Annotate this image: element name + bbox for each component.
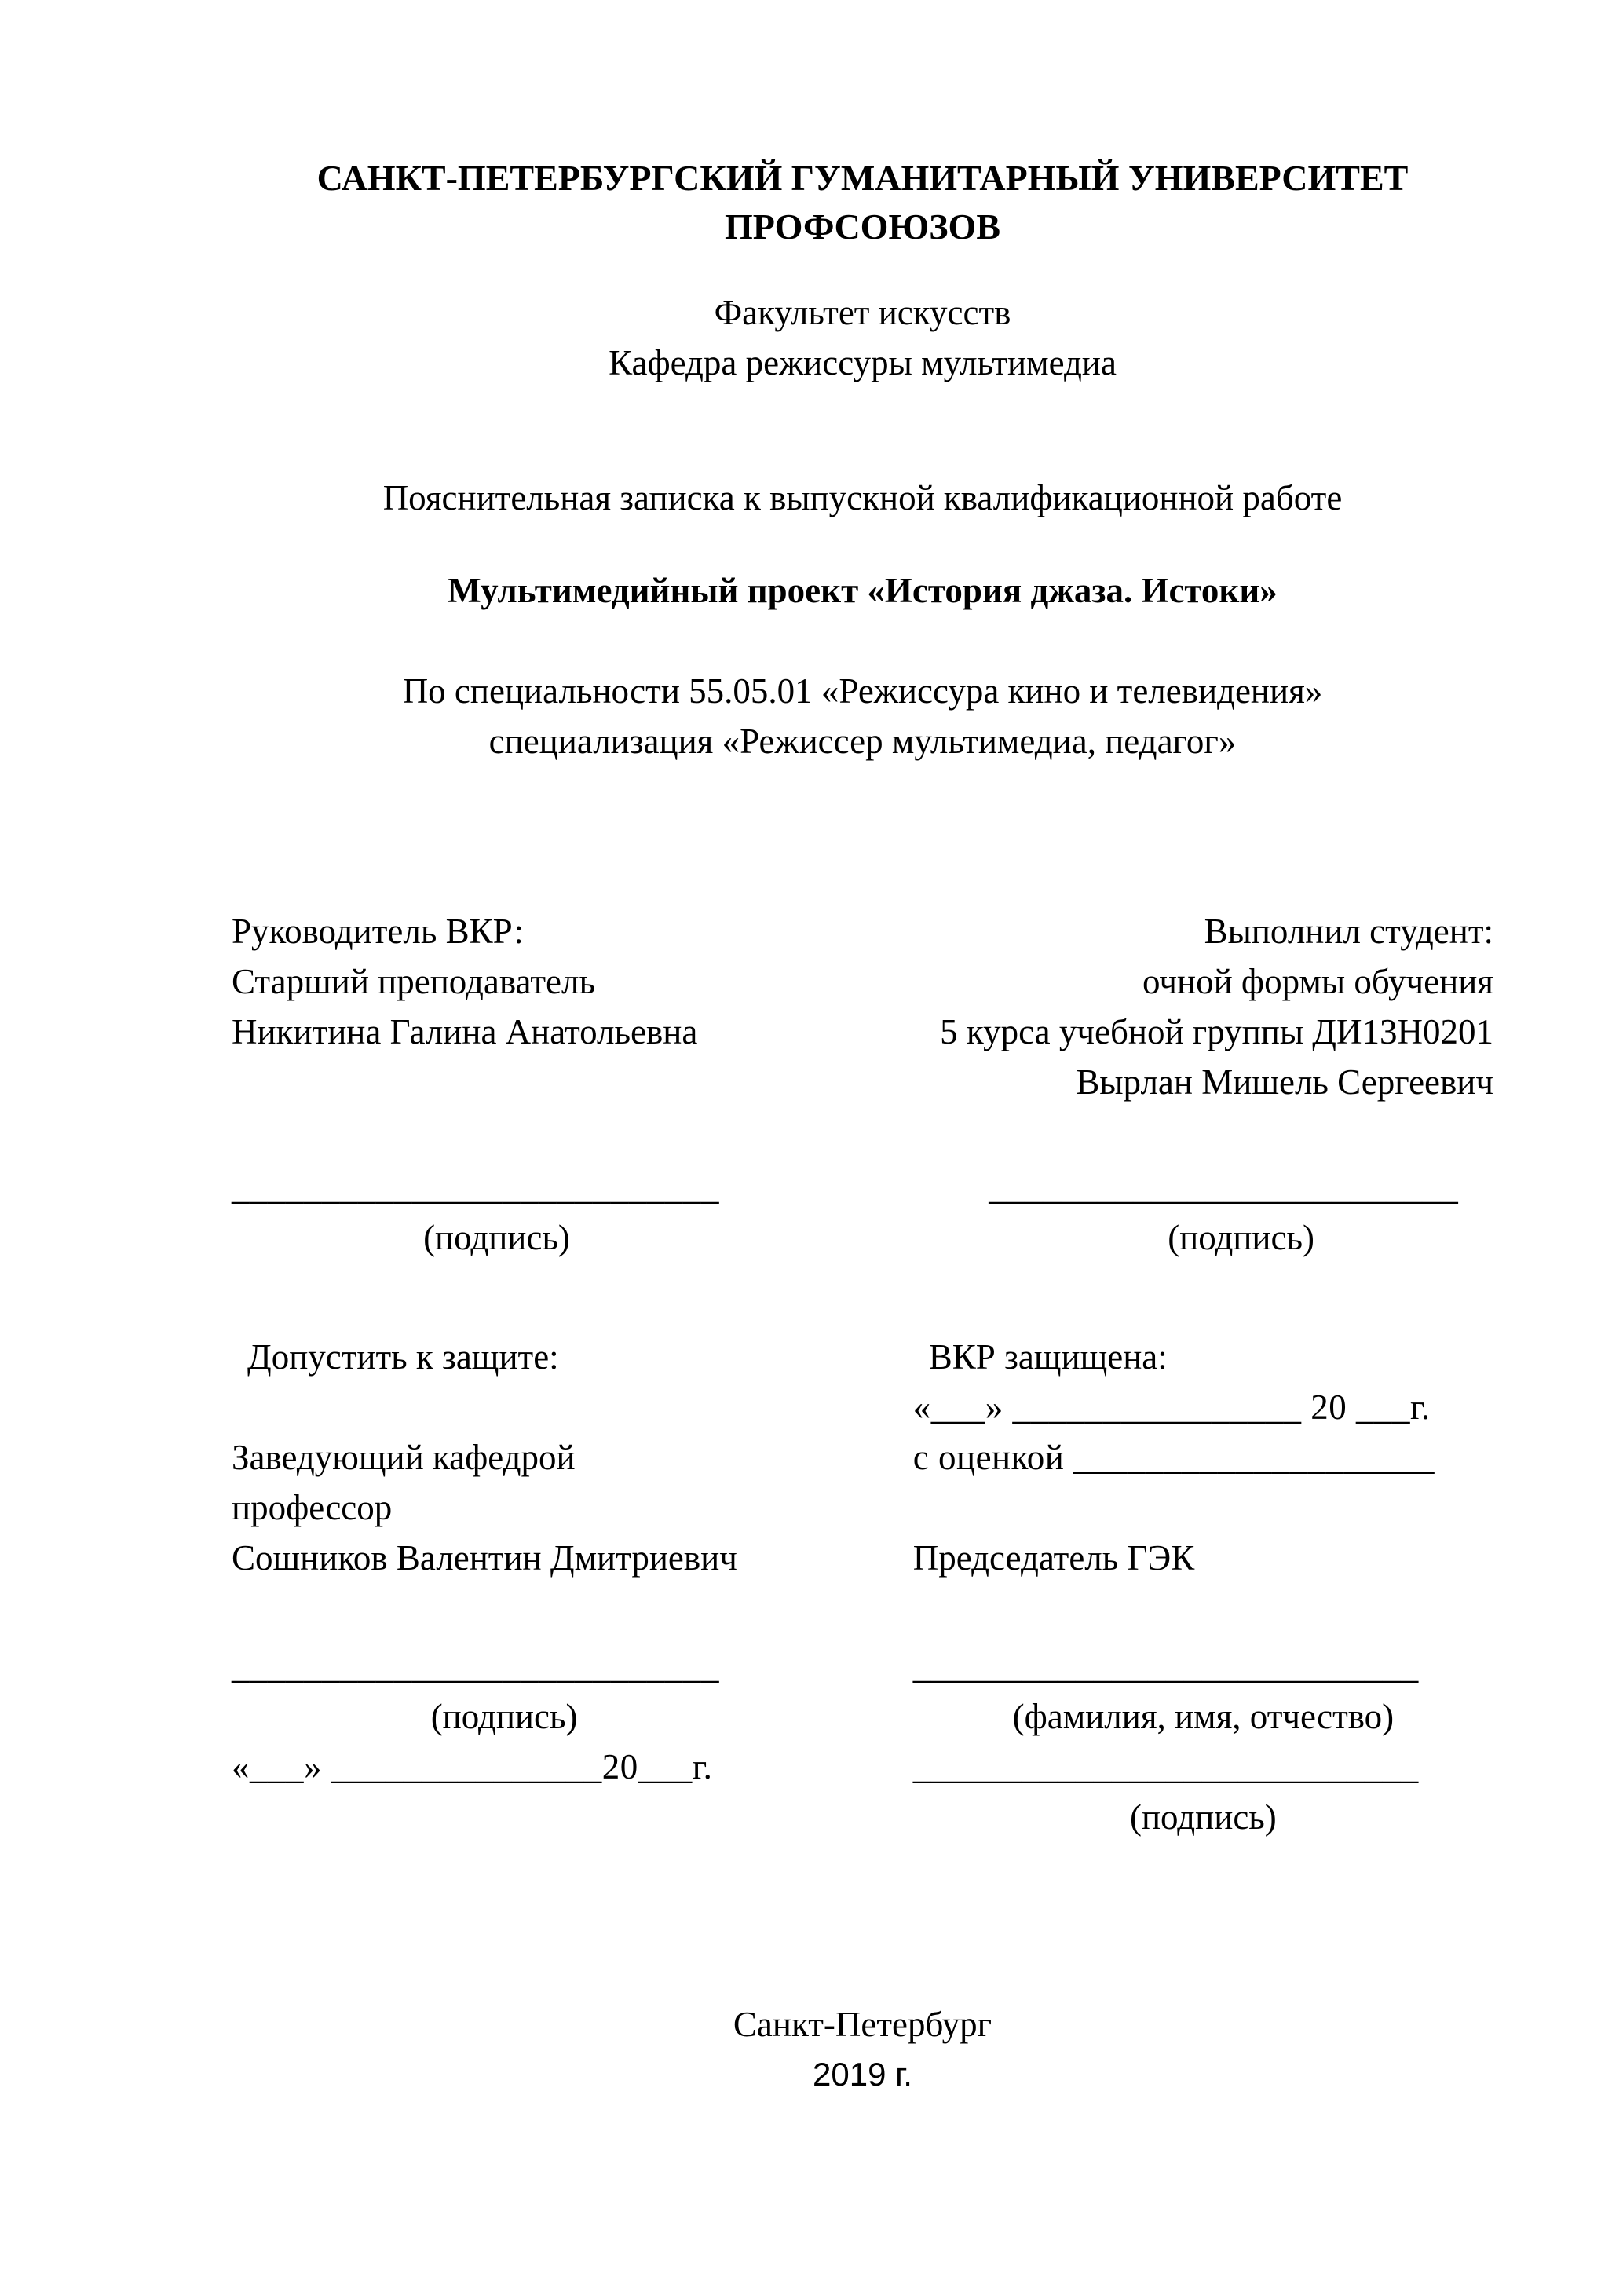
- defense-column: [913, 1332, 1493, 1583]
- signatures-row-bottom: [232, 1641, 1493, 1842]
- chairman-signature-caption: (подпись): [1129, 1797, 1277, 1837]
- year-text: 2019 г.: [813, 2056, 912, 2093]
- supervisor-signature-line: ___________________________: [232, 1168, 719, 1207]
- chairman-name-caption: (фамилия, имя, отчество): [1012, 1697, 1395, 1736]
- student-signature-caption: (подпись): [1168, 1218, 1314, 1257]
- university-name-line2: ПРОФСОЮЗОВ: [725, 207, 1000, 247]
- head-signature-caption: (подпись): [430, 1697, 578, 1736]
- head-name: Сошников Валентин Дмитриевич: [232, 1538, 737, 1578]
- defense-label: ВКР защищена:: [928, 1337, 1168, 1377]
- head-rank: профессор: [232, 1488, 393, 1527]
- explanatory-note-title: Пояснительная записка к выпускной квалификационной работе: [382, 478, 1343, 517]
- supervisor-column: [232, 906, 837, 1107]
- faculty-name: Факультет искусств: [714, 293, 1011, 332]
- project-title: Мультимедийный проект «История джаза. Истоки»: [448, 571, 1278, 610]
- student-name: Вырлан Мишель Сергеевич: [1076, 1062, 1493, 1102]
- university-name-line1: САНКТ-ПЕТЕРБУРГСКИЙ ГУМАНИТАРНЫЙ УНИВЕРСИТЕТ: [316, 158, 1409, 198]
- specialization-line: специализация «Режиссер мультимедиа, педагог»: [488, 722, 1237, 761]
- chairman-signature-block: [913, 1641, 1493, 1842]
- chairman-name-line: ____________________________: [912, 1647, 1419, 1686]
- admission-signature-block: [232, 1641, 913, 1842]
- student-signature-line: __________________________: [989, 1168, 1459, 1207]
- department-name: Кафедра режиссуры мультимедиа: [609, 343, 1117, 382]
- supervisor-name: Никитина Галина Анатольевна: [232, 1012, 698, 1051]
- defense-date-line: «___» ________________ 20 ___г.: [912, 1387, 1431, 1427]
- student-study-form: очной формы обучения: [1142, 962, 1493, 1001]
- spacer: [913, 1483, 1493, 1533]
- admission-defense-block: [232, 1332, 1493, 1583]
- admission-column: [232, 1332, 913, 1583]
- defense-grade-line: с оценкой ____________________: [912, 1438, 1435, 1477]
- supervisor-signature-block: [232, 1162, 762, 1263]
- signatures-row-top: [232, 1162, 1493, 1263]
- chairman-label: Председатель ГЭК: [912, 1538, 1195, 1578]
- admission-label: Допустить к защите:: [247, 1337, 559, 1377]
- city-name: Санкт-Петербург: [733, 2005, 992, 2044]
- supervisor-label: Руководитель ВКР:: [232, 912, 524, 951]
- student-label: Выполнил студент:: [1204, 912, 1493, 951]
- student-group: 5 курса учебной группы ДИ13Н0201: [940, 1012, 1493, 1051]
- supervisor-signature-caption: (подпись): [423, 1218, 570, 1257]
- head-signature-line: ___________________________: [232, 1647, 719, 1686]
- student-signature-block: [989, 1162, 1493, 1263]
- admission-date-line: «___» _______________20___г.: [232, 1747, 713, 1786]
- head-position: Заведующий кафедрой: [232, 1438, 576, 1477]
- spacer: [232, 1382, 913, 1432]
- supervisor-position: Старший преподаватель: [232, 962, 595, 1001]
- chairman-signature-line: ____________________________: [912, 1747, 1419, 1786]
- supervisor-student-block: [232, 906, 1493, 1107]
- specialty-line: По специальности 55.05.01 «Режиссура кино и телевидения»: [402, 671, 1323, 711]
- student-column: [837, 906, 1493, 1107]
